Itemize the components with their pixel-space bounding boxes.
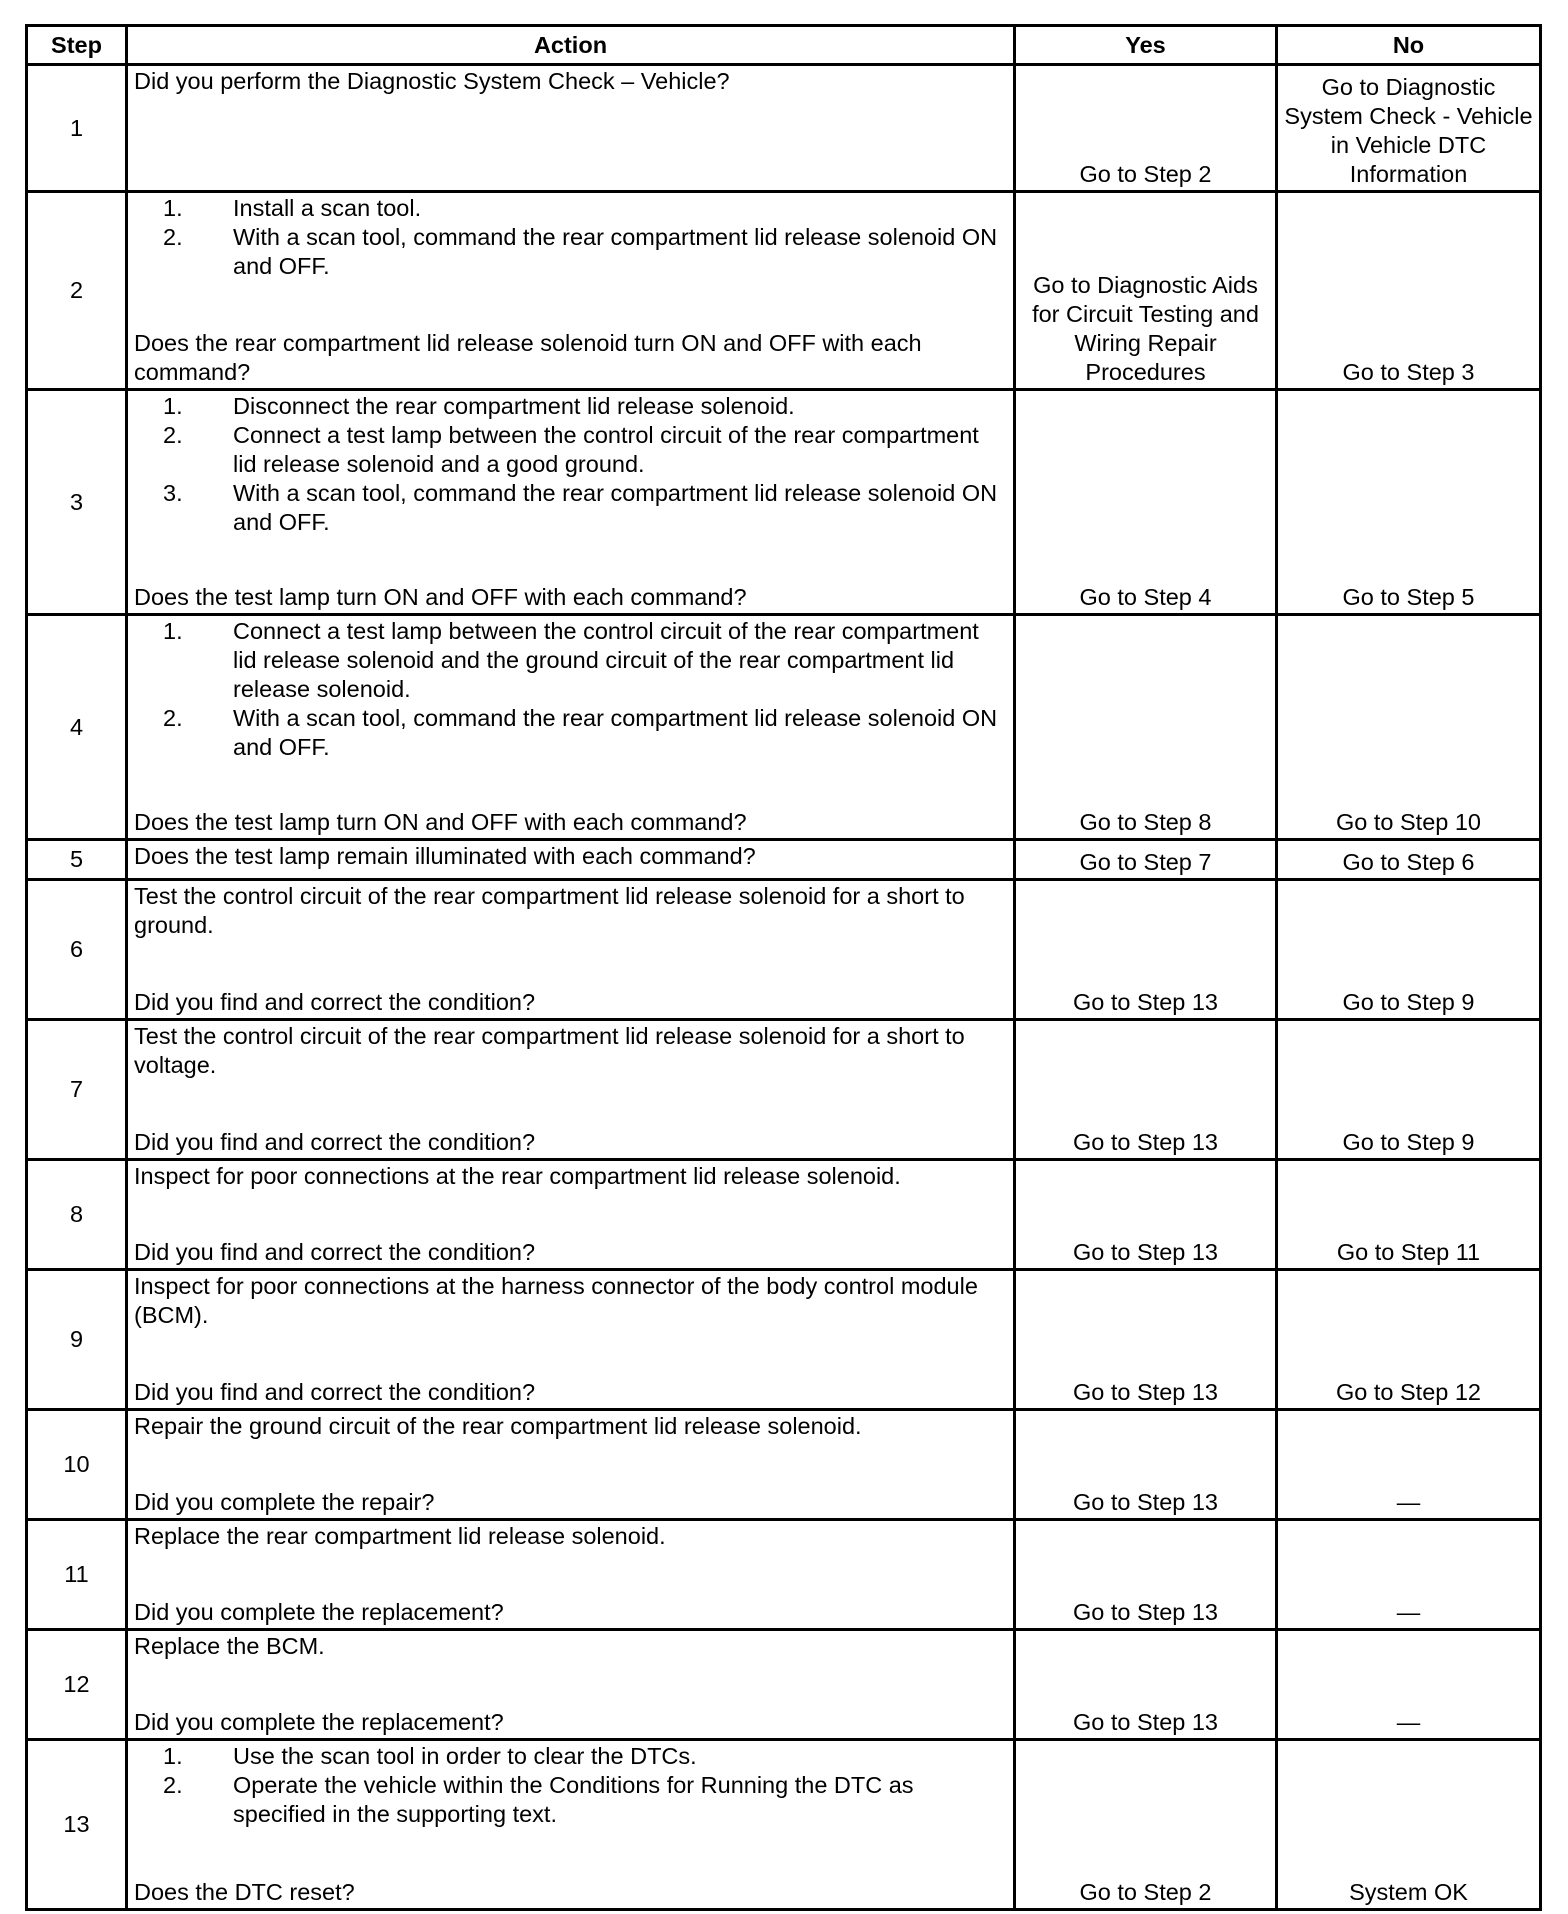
instruction-number: 1. (163, 393, 183, 419)
instruction-item (163, 421, 1007, 479)
no-result: — (1277, 1410, 1541, 1520)
table-row (27, 1740, 1541, 1910)
yes-result: Go to Step 13 (1015, 880, 1277, 1020)
yes-result: Go to Step 7 (1015, 840, 1277, 880)
instruction-text: With a scan tool, command the rear compartment lid release solenoid ON and OFF. (233, 224, 998, 279)
action-cell (127, 1740, 1015, 1910)
action-instructions (134, 1632, 1007, 1661)
instruction-number: 2. (163, 705, 183, 731)
instruction-item (163, 1771, 1007, 1829)
action-content (134, 1022, 1007, 1157)
no-result: Go to Step 10 (1277, 615, 1541, 840)
instruction-number: 2. (163, 422, 183, 448)
table-row (27, 840, 1541, 880)
action-cell (127, 880, 1015, 1020)
instruction-item (163, 479, 1007, 537)
instruction-text: With a scan tool, command the rear compartment lid release solenoid ON and OFF. (233, 705, 998, 760)
table-row (27, 615, 1541, 840)
instruction-item (163, 617, 1007, 704)
step-number: 9 (27, 1270, 127, 1410)
step-number: 10 (27, 1410, 127, 1520)
table-row (27, 1270, 1541, 1410)
action-instructions (134, 194, 1007, 281)
action-instructions (134, 842, 1007, 871)
instruction-number: 1. (163, 618, 183, 644)
action-question: Does the rear compartment lid release solenoid turn ON and OFF with each command? (134, 330, 922, 385)
instruction-item (163, 704, 1007, 762)
yes-result: Go to Step 13 (1015, 1410, 1277, 1520)
action-instructions (134, 1022, 1007, 1080)
table-row (27, 1410, 1541, 1520)
step-number: 4 (27, 615, 127, 840)
action-question: Does the DTC reset? (134, 1879, 355, 1905)
action-instructions (134, 882, 1007, 940)
no-result: — (1277, 1520, 1541, 1630)
instruction-item (163, 1742, 1007, 1771)
instruction-number: 2. (163, 224, 183, 250)
action-instructions (134, 1522, 1007, 1551)
action-intro-text: Test the control circuit of the rear compartment lid release solenoid for a short to voltage. (134, 1023, 965, 1078)
action-content (134, 1742, 1007, 1907)
table-row (27, 65, 1541, 192)
header-row (27, 26, 1541, 65)
action-question: Did you find and correct the condition? (134, 1239, 536, 1265)
action-content (134, 67, 1007, 189)
instruction-text: Use the scan tool in order to clear the DTCs. (233, 1743, 697, 1769)
action-question: Did you complete the replacement? (134, 1599, 504, 1625)
header-step: Step (27, 26, 127, 65)
no-result: Go to Step 11 (1277, 1160, 1541, 1270)
action-intro-text: Replace the rear compartment lid release solenoid. (134, 1523, 666, 1549)
yes-result: Go to Step 13 (1015, 1160, 1277, 1270)
instruction-text: Install a scan tool. (233, 195, 422, 221)
instruction-item (163, 392, 1007, 421)
action-instructions (134, 1412, 1007, 1441)
instruction-list (134, 1742, 1007, 1829)
action-cell (127, 1630, 1015, 1740)
yes-result: Go to Step 4 (1015, 390, 1277, 615)
action-content (134, 882, 1007, 1017)
instruction-number: 2. (163, 1772, 183, 1798)
instruction-number: 3. (163, 480, 183, 506)
instruction-text: With a scan tool, command the rear compartment lid release solenoid ON and OFF. (233, 480, 998, 535)
instruction-number: 1. (163, 1743, 183, 1769)
table-row (27, 1020, 1541, 1160)
action-content (134, 1632, 1007, 1737)
action-instructions (134, 1272, 1007, 1330)
action-intro-text: Test the control circuit of the rear compartment lid release solenoid for a short to ground. (134, 883, 965, 938)
yes-result: Go to Step 2 (1015, 65, 1277, 192)
yes-result: Go to Step 8 (1015, 615, 1277, 840)
action-question: Does the test lamp turn ON and OFF with each command? (134, 809, 747, 835)
yes-result: Go to Step 13 (1015, 1630, 1277, 1740)
no-result: Go to Step 9 (1277, 880, 1541, 1020)
step-number: 12 (27, 1630, 127, 1740)
step-number: 1 (27, 65, 127, 192)
step-number: 7 (27, 1020, 127, 1160)
action-question: Does the test lamp turn ON and OFF with each command? (134, 584, 747, 610)
instruction-item (163, 223, 1007, 281)
action-content (134, 1412, 1007, 1517)
action-cell (127, 390, 1015, 615)
step-number: 6 (27, 880, 127, 1020)
action-cell (127, 1020, 1015, 1160)
step-number: 2 (27, 192, 127, 390)
action-question: Did you complete the replacement? (134, 1709, 504, 1735)
action-content (134, 1272, 1007, 1407)
action-content (134, 392, 1007, 612)
no-result: Go to Step 3 (1277, 192, 1541, 390)
step-number: 13 (27, 1740, 127, 1910)
action-instructions (134, 1162, 1007, 1191)
yes-result: Go to Step 2 (1015, 1740, 1277, 1910)
yes-result: Go to Diagnostic Aids for Circuit Testing and Wiring Repair Procedures (1015, 192, 1277, 390)
yes-result: Go to Step 13 (1015, 1270, 1277, 1410)
step-number: 8 (27, 1160, 127, 1270)
table-row (27, 1160, 1541, 1270)
action-question: Did you complete the repair? (134, 1489, 435, 1515)
header-action: Action (127, 26, 1015, 65)
action-intro-text: Replace the BCM. (134, 1633, 325, 1659)
action-content (134, 1522, 1007, 1627)
no-result: Go to Step 12 (1277, 1270, 1541, 1410)
action-instructions (134, 67, 1007, 96)
instruction-item (163, 194, 1007, 223)
action-question: Did you find and correct the condition? (134, 1129, 536, 1155)
instruction-list (134, 617, 1007, 762)
instruction-text: Connect a test lamp between the control circuit of the rear compartment lid release solenoid and a good ground. (233, 422, 979, 477)
step-number: 5 (27, 840, 127, 880)
table-row (27, 880, 1541, 1020)
action-cell (127, 1410, 1015, 1520)
yes-result: Go to Step 13 (1015, 1520, 1277, 1630)
action-cell (127, 1160, 1015, 1270)
action-cell (127, 65, 1015, 192)
action-intro-text: Did you perform the Diagnostic System Check – Vehicle? (134, 68, 730, 94)
instruction-text: Connect a test lamp between the control circuit of the rear compartment lid release solenoid and the ground circuit of the rear compartment lid release solenoid. (233, 618, 979, 702)
no-result: Go to Diagnostic System Check - Vehicle in Vehicle DTC Information (1277, 65, 1541, 192)
action-intro-text: Inspect for poor connections at the rear compartment lid release solenoid. (134, 1163, 901, 1189)
action-cell (127, 840, 1015, 880)
instruction-list (134, 194, 1007, 281)
action-intro-text: Repair the ground circuit of the rear compartment lid release solenoid. (134, 1413, 862, 1439)
instruction-text: Disconnect the rear compartment lid release solenoid. (233, 393, 795, 419)
instruction-text: Operate the vehicle within the Conditions for Running the DTC as specified in the supporting text. (233, 1772, 914, 1827)
action-cell (127, 1520, 1015, 1630)
action-intro-text: Does the test lamp remain illuminated with each command? (134, 843, 756, 869)
step-number: 3 (27, 390, 127, 615)
action-cell (127, 615, 1015, 840)
action-content (134, 194, 1007, 387)
action-cell (127, 192, 1015, 390)
action-instructions (134, 1742, 1007, 1829)
diagnostic-table (25, 24, 1542, 1911)
action-intro-text: Inspect for poor connections at the harness connector of the body control module (BCM). (134, 1273, 978, 1328)
action-content (134, 842, 1007, 877)
action-instructions (134, 617, 1007, 762)
table-row (27, 1630, 1541, 1740)
table-row (27, 390, 1541, 615)
no-result: Go to Step 5 (1277, 390, 1541, 615)
table-row (27, 192, 1541, 390)
step-number: 11 (27, 1520, 127, 1630)
action-instructions (134, 392, 1007, 537)
table-row (27, 1520, 1541, 1630)
header-no: No (1277, 26, 1541, 65)
no-result: Go to Step 6 (1277, 840, 1541, 880)
action-cell (127, 1270, 1015, 1410)
header-yes: Yes (1015, 26, 1277, 65)
action-question: Did you find and correct the condition? (134, 1379, 536, 1405)
no-result: Go to Step 9 (1277, 1020, 1541, 1160)
instruction-number: 1. (163, 195, 183, 221)
action-content (134, 1162, 1007, 1267)
action-question: Did you find and correct the condition? (134, 989, 536, 1015)
action-content (134, 617, 1007, 837)
no-result: System OK (1277, 1740, 1541, 1910)
instruction-list (134, 392, 1007, 537)
yes-result: Go to Step 13 (1015, 1020, 1277, 1160)
no-result: — (1277, 1630, 1541, 1740)
